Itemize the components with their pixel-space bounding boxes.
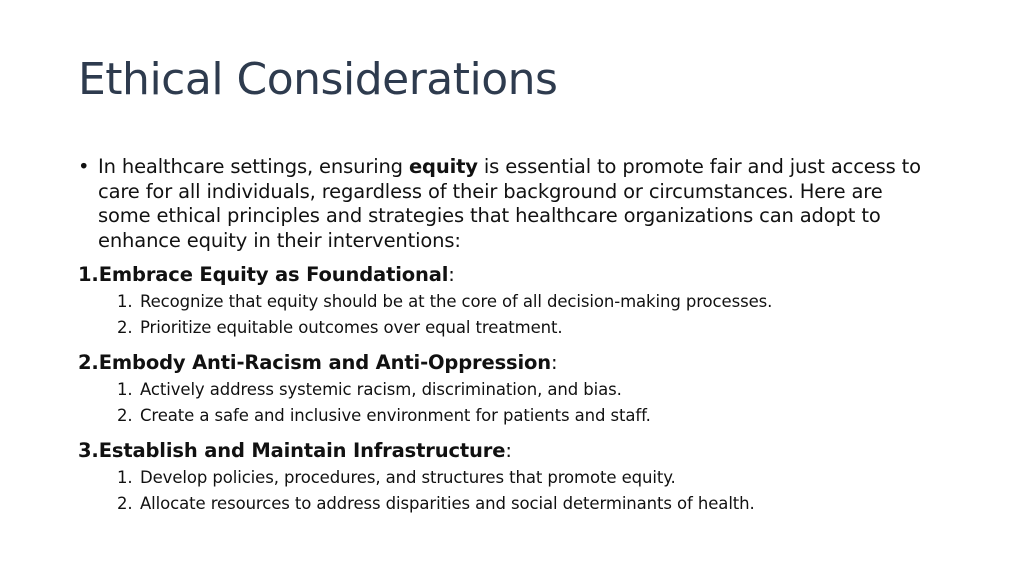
section-3 bbox=[78, 438, 938, 517]
list-item-text: Recognize that equity should be at the core of all decision-making processes. bbox=[140, 292, 773, 311]
bullet-icon: • bbox=[78, 155, 90, 178]
sub-list bbox=[78, 289, 938, 341]
list-item-number: 2. bbox=[117, 494, 133, 513]
list-item-number: 1. bbox=[117, 468, 133, 487]
list-item bbox=[78, 403, 938, 429]
intro-text-start: In healthcare settings, ensuring bbox=[98, 155, 409, 178]
section-heading-suffix: : bbox=[505, 439, 512, 462]
section-heading bbox=[78, 438, 938, 463]
intro-text-end: is essential to promote fair and just access to care for all individuals, regardless of their background or circumstances. Here are some ethical principles and strategies that healthcare organizations can adopt to enhance equity in their interventions: bbox=[98, 155, 921, 252]
sub-list bbox=[78, 377, 938, 429]
intro-emphasis: equity bbox=[408, 155, 478, 178]
list-item bbox=[78, 491, 938, 517]
section-heading-text: Embody Anti-Racism and Anti-Oppression bbox=[98, 351, 552, 374]
slide-title: Ethical Considerations bbox=[78, 54, 558, 105]
list-item-text: Prioritize equitable outcomes over equal treatment. bbox=[140, 318, 563, 337]
section-heading-text: Embrace Equity as Foundational bbox=[98, 263, 449, 286]
list-item-number: 2. bbox=[117, 406, 133, 425]
section-heading-text: Establish and Maintain Infrastructure bbox=[98, 439, 506, 462]
list-item-number: 1. bbox=[117, 292, 133, 311]
section-number: 1. bbox=[78, 263, 99, 286]
section-heading-suffix: : bbox=[448, 263, 455, 286]
list-item-number: 2. bbox=[117, 318, 133, 337]
sub-list bbox=[78, 465, 938, 517]
list-item-text: Actively address systemic racism, discrimination, and bias. bbox=[140, 380, 622, 399]
section-1 bbox=[78, 262, 938, 341]
list-item-number: 1. bbox=[117, 380, 133, 399]
list-item bbox=[78, 289, 938, 315]
section-number: 3. bbox=[78, 439, 99, 462]
section-2 bbox=[78, 350, 938, 429]
list-item-text: Create a safe and inclusive environment for patients and staff. bbox=[140, 406, 651, 425]
list-item bbox=[78, 465, 938, 491]
section-heading bbox=[78, 350, 938, 375]
section-number: 2. bbox=[78, 351, 99, 374]
section-heading-suffix: : bbox=[551, 351, 558, 374]
intro-paragraph bbox=[78, 155, 938, 253]
list-item bbox=[78, 315, 938, 341]
list-item bbox=[78, 377, 938, 403]
section-heading bbox=[78, 262, 938, 287]
list-item-text: Develop policies, procedures, and structures that promote equity. bbox=[140, 468, 676, 487]
list-item-text: Allocate resources to address disparities and social determinants of health. bbox=[140, 494, 755, 513]
slide-content bbox=[78, 155, 938, 517]
